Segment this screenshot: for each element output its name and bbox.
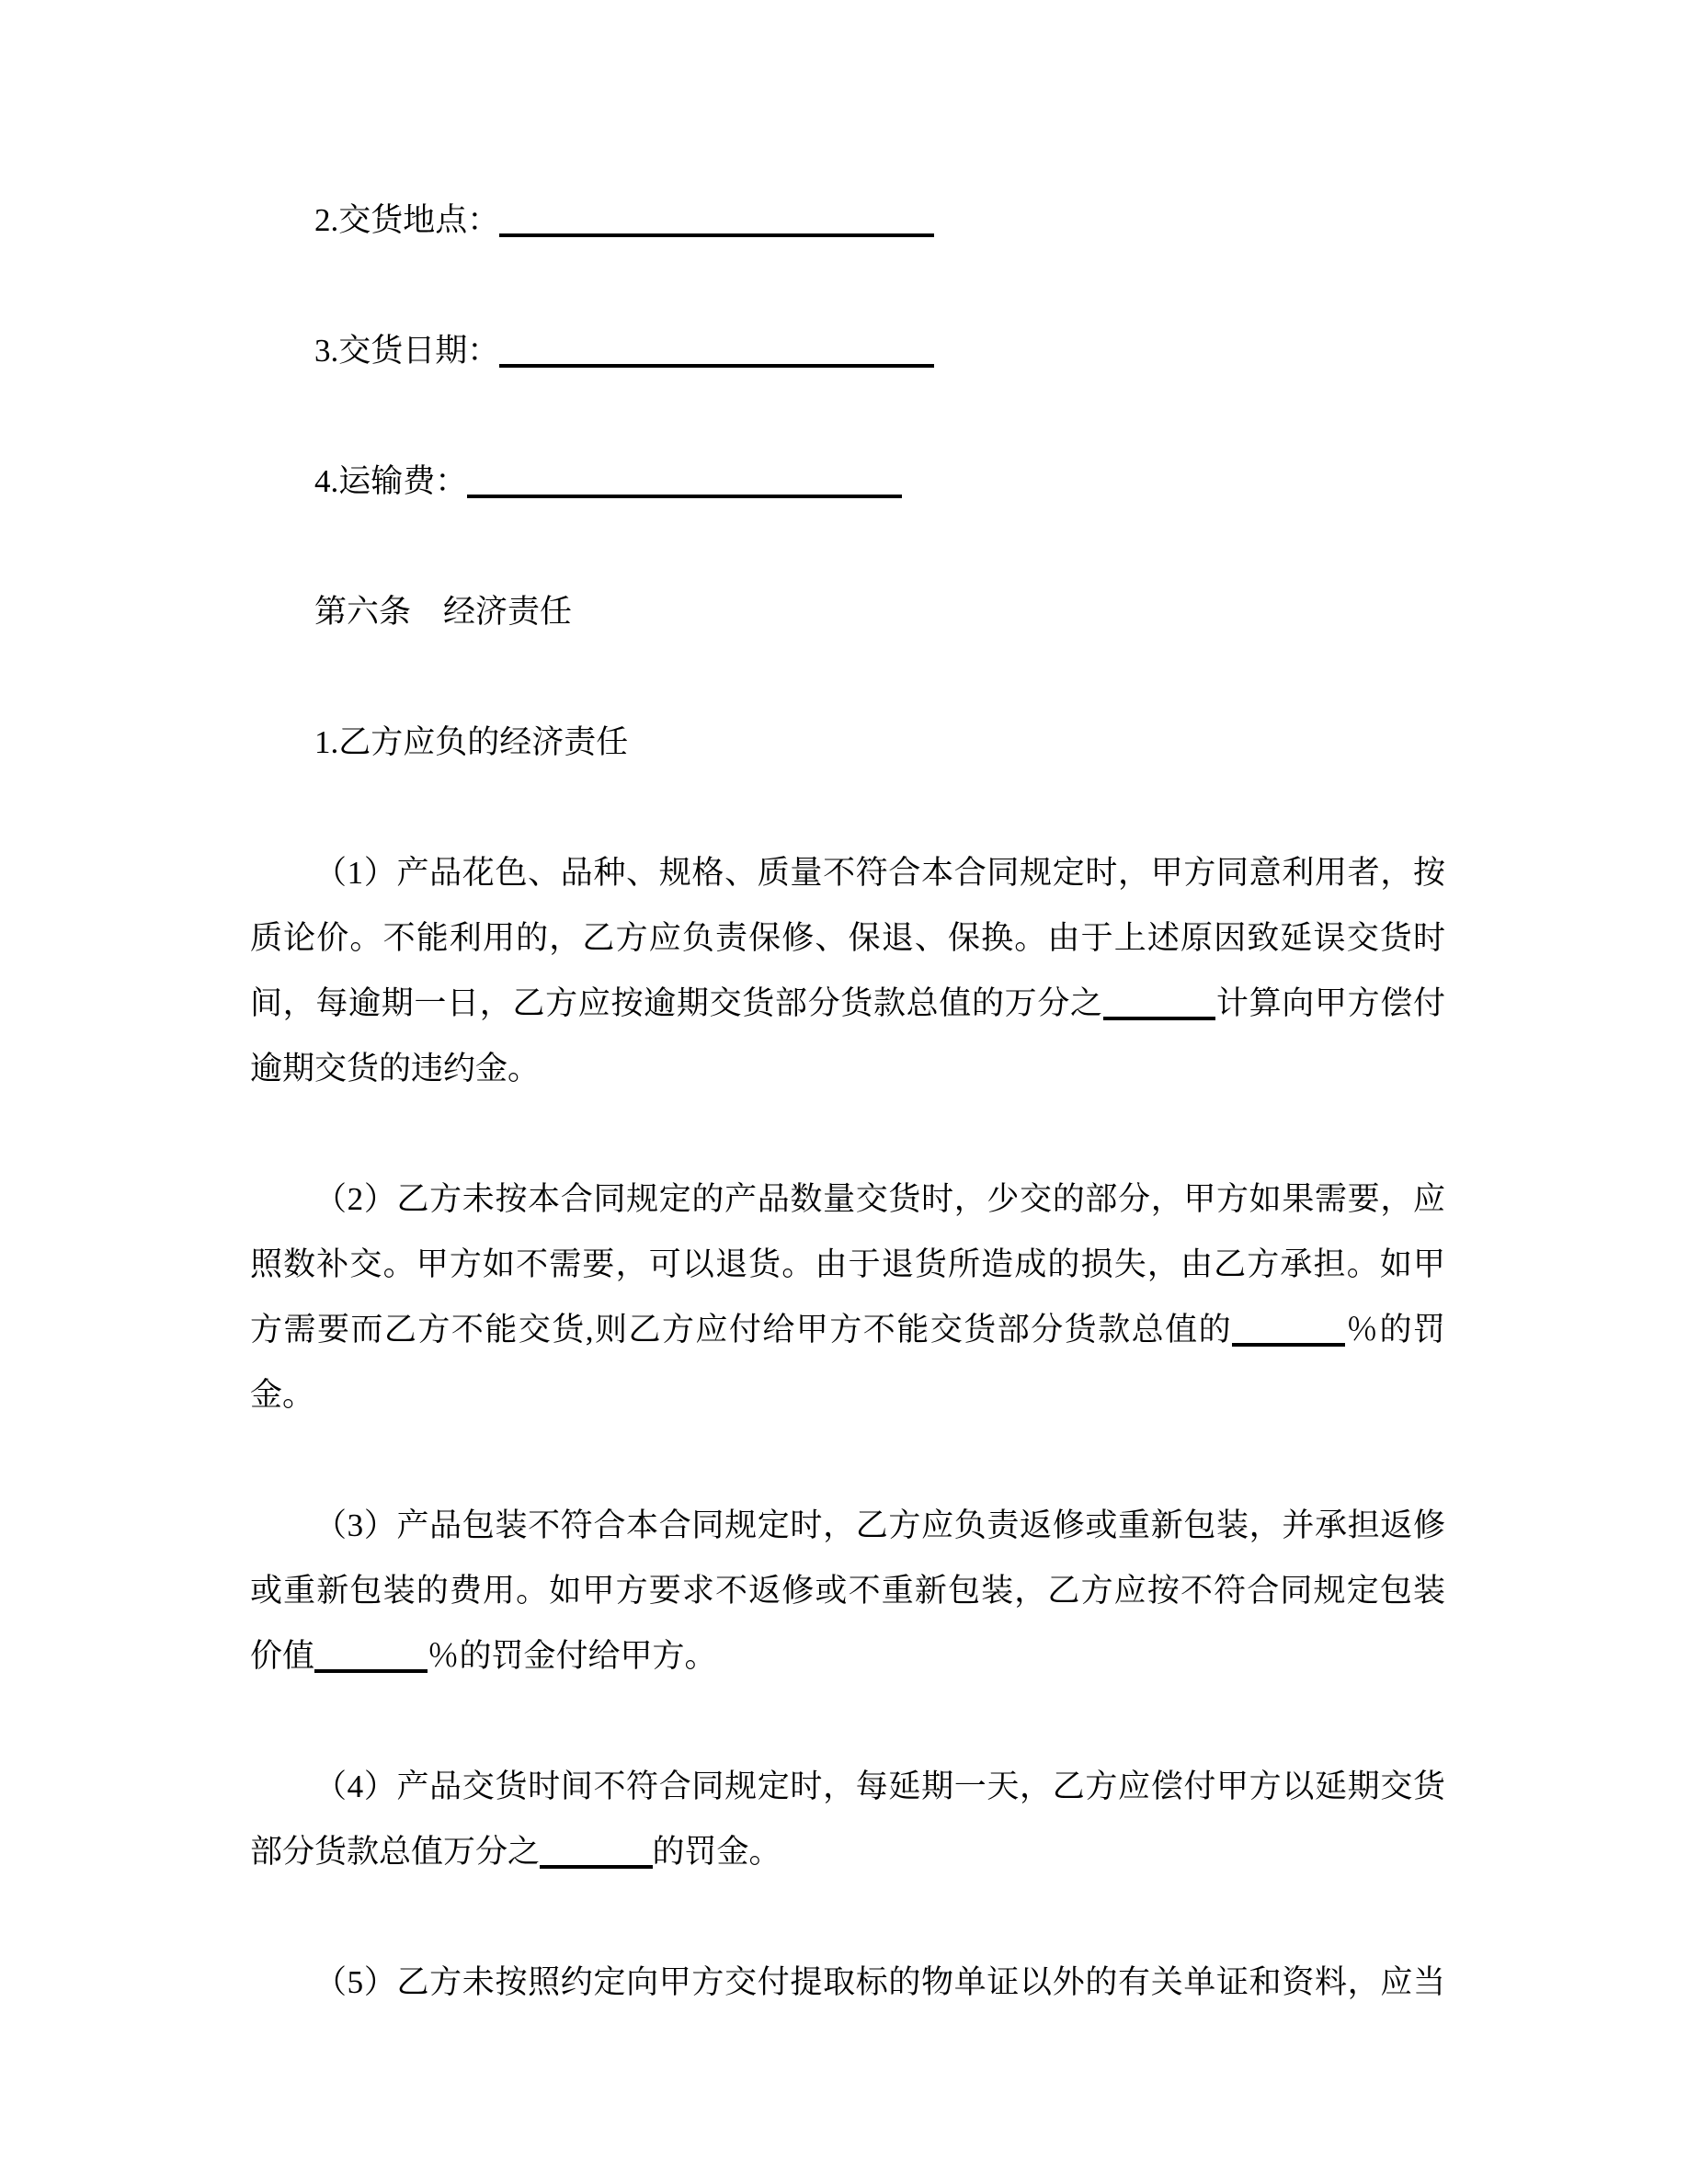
blank-underline-field bbox=[499, 233, 934, 237]
text-line: （1）产品花色、品种、规格、质量不符合本合同规定时，甲方同意利用者，按 bbox=[314, 855, 1445, 891]
text-line: （2）乙方未按本合同规定的产品数量交货时，少交的部分，甲方如果需要，应 bbox=[314, 1181, 1445, 1217]
text-line: 2.交货地点： bbox=[250, 188, 1445, 253]
text-line: 间，每逾期一日，乙方应按逾期交货部分货款总值的万分之 计算向甲方偿付 bbox=[250, 985, 1445, 1021]
blank-underline-field bbox=[1232, 1343, 1345, 1347]
article-6-heading bbox=[250, 579, 1445, 644]
clause-1-heading bbox=[250, 710, 1445, 775]
text-line: 金。 bbox=[250, 1377, 315, 1413]
blank-underline-field bbox=[314, 1669, 428, 1673]
blank-underline-field bbox=[540, 1865, 653, 1869]
clause-1-paragraph-1 bbox=[250, 840, 1445, 1101]
field-delivery-place bbox=[250, 188, 1445, 253]
blank-underline-field bbox=[499, 364, 934, 368]
text-line: 1.乙方应负的经济责任 bbox=[314, 724, 629, 760]
text-line: 第六条 经济责任 bbox=[314, 594, 573, 630]
clause-1-paragraph-4 bbox=[250, 1754, 1445, 1884]
text-line: 照数补交。甲方如不需要，可以退货。由于退货所造成的损失，由乙方承担。如甲 bbox=[250, 1246, 1445, 1282]
clause-1-paragraph-3 bbox=[250, 1493, 1445, 1689]
clause-1-paragraph-2 bbox=[250, 1166, 1445, 1428]
blank-underline-field bbox=[1103, 1017, 1216, 1020]
text-line: 3.交货日期： bbox=[250, 318, 1445, 383]
text-line: 部分货款总值万分之 的罚金。 bbox=[250, 1834, 781, 1870]
field-freight-cost bbox=[250, 449, 1445, 514]
clause-1-paragraph-5 bbox=[250, 1950, 1445, 2015]
field-delivery-date bbox=[250, 318, 1445, 383]
document-body bbox=[250, 188, 1445, 2080]
text-line: 或重新包装的费用。如甲方要求不返修或不重新包装，乙方应按不符合同规定包装 bbox=[250, 1573, 1445, 1609]
text-line: 质论价。不能利用的，乙方应负责保修、保退、保换。由于上述原因致延误交货时 bbox=[250, 920, 1445, 956]
text-line: 4.运输费： bbox=[250, 449, 1445, 514]
blank-underline-field bbox=[467, 495, 902, 498]
text-line: 方需要而乙方不能交货,则乙方应付给甲方不能交货部分货款总值的 ％的罚 bbox=[250, 1312, 1445, 1348]
text-line: 价值 ％的罚金付给甲方。 bbox=[250, 1638, 717, 1674]
text-line: （3）产品包装不符合本合同规定时，乙方应负责返修或重新包装，并承担返修 bbox=[314, 1507, 1445, 1543]
text-line: 逾期交货的违约金。 bbox=[250, 1051, 541, 1086]
text-line: （4）产品交货时间不符合同规定时，每延期一天，乙方应偿付甲方以延期交货 bbox=[314, 1769, 1445, 1804]
text-line: （5）乙方未按照约定向甲方交付提取标的物单证以外的有关单证和资料，应当 bbox=[314, 1964, 1445, 2000]
